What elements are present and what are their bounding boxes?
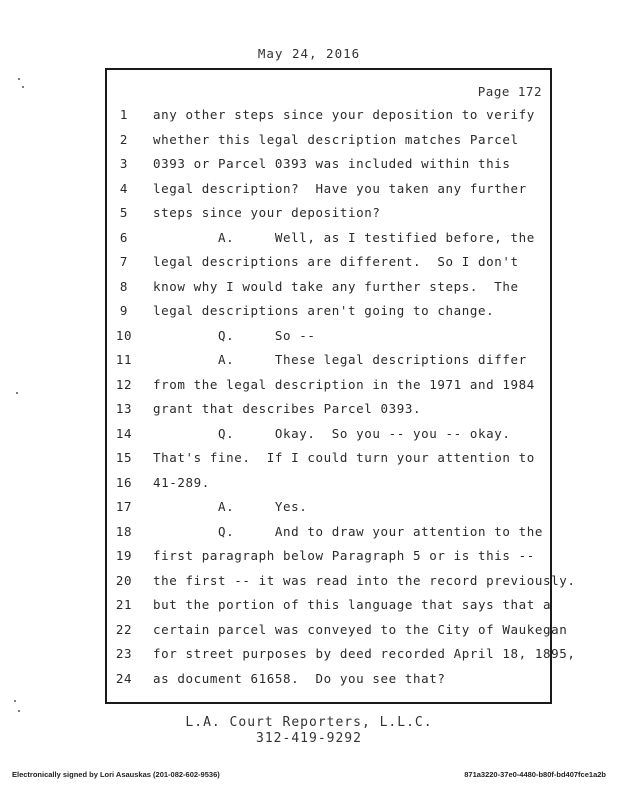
transcript-line <box>107 303 550 323</box>
transcript-line <box>107 328 550 348</box>
scan-speck <box>18 710 20 712</box>
line-text: That's fine. If I could turn your attention to <box>153 450 535 465</box>
line-number: 3 <box>119 156 129 171</box>
line-text: Q. And to draw your attention to the <box>153 523 544 539</box>
line-text: legal descriptions are different. So I don't <box>153 254 519 269</box>
line-text: A. These legal descriptions differ <box>153 352 527 367</box>
line-text: for street purposes by deed recorded April 18, 1895, <box>153 646 576 661</box>
line-number: 6 <box>119 229 129 245</box>
document-hash: 871a3220-37e0-4480-b80f-bd407fce1a2b <box>464 770 606 779</box>
scan-speck <box>22 86 24 88</box>
line-number: 4 <box>119 180 129 196</box>
line-number: 7 <box>119 254 129 269</box>
line-text: A. Well, as I testified before, the <box>153 229 535 245</box>
line-number: 8 <box>119 278 129 294</box>
transcript-line <box>107 646 576 666</box>
line-text: know why I would take any further steps. The <box>153 278 519 294</box>
transcript-line <box>107 548 550 568</box>
line-number: 14 <box>115 425 133 441</box>
page-number: Page 172 <box>477 84 542 99</box>
line-text: Q. So -- <box>153 327 316 343</box>
line-number: 9 <box>119 303 129 318</box>
line-text: grant that describes Parcel 0393. <box>153 401 422 416</box>
reporter-company: L.A. Court Reporters, L.L.C. <box>185 715 433 730</box>
transcript-line <box>107 205 550 225</box>
line-text: Q. Okay. So you -- you -- okay. <box>153 425 511 441</box>
line-number: 23 <box>115 646 133 661</box>
transcript-line <box>107 450 550 470</box>
electronic-signature: Electronically signed by Lori Asauskas (201-082-602-9536) <box>12 770 220 779</box>
scan-speck <box>14 700 16 702</box>
transcript-line <box>107 230 550 250</box>
line-text: the first -- it was read into the record previously. <box>153 572 576 588</box>
line-text: as document 61658. Do you see that? <box>153 670 446 686</box>
line-text: 41-289. <box>153 474 210 490</box>
line-number: 5 <box>119 205 129 220</box>
transcript-line <box>107 132 550 152</box>
scan-speck <box>16 392 18 394</box>
line-text: first paragraph below Paragraph 5 or is this -- <box>153 548 535 563</box>
transcript-line <box>107 181 550 201</box>
transcript-date: May 24, 2016 <box>257 46 361 61</box>
line-number: 18 <box>115 523 133 539</box>
transcript-line <box>107 426 550 446</box>
line-text: any other steps since your deposition to verify <box>153 107 535 122</box>
line-number: 13 <box>115 401 133 416</box>
transcript-line <box>107 107 550 127</box>
reporter-phone: 312-419-9292 <box>256 731 362 746</box>
line-text: 0393 or Parcel 0393 was included within this <box>153 156 511 171</box>
transcript-line <box>107 597 550 617</box>
line-number: 24 <box>115 670 133 686</box>
line-text: certain parcel was conveyed to the City of Waukegan <box>153 621 568 637</box>
line-text: legal descriptions aren't going to change. <box>153 303 495 318</box>
scan-speck <box>18 78 20 80</box>
line-text: from the legal description in the 1971 and 1984 <box>153 376 535 392</box>
transcript-line <box>107 352 550 372</box>
line-text: whether this legal description matches Parcel <box>153 131 519 147</box>
line-number: 16 <box>115 474 133 490</box>
line-number: 15 <box>115 450 133 465</box>
line-number: 11 <box>115 352 133 367</box>
line-number: 12 <box>115 376 133 392</box>
transcript-line <box>107 254 550 274</box>
line-number: 17 <box>115 499 133 514</box>
line-number: 21 <box>115 597 133 612</box>
transcript-line <box>107 621 568 642</box>
line-number: 22 <box>115 621 133 637</box>
transcript-line <box>107 401 550 421</box>
transcript-line <box>107 156 550 176</box>
line-text: steps since your deposition? <box>153 205 381 220</box>
transcript-line <box>107 475 550 495</box>
transcript-line <box>107 671 550 691</box>
transcript-line <box>107 377 550 397</box>
line-text: A. Yes. <box>153 499 308 514</box>
line-number: 2 <box>119 131 129 147</box>
transcript-line <box>107 499 550 519</box>
line-number: 19 <box>115 548 133 563</box>
line-text: legal description? Have you taken any further <box>153 180 527 196</box>
transcript-line <box>107 279 550 299</box>
transcript-line <box>107 572 576 593</box>
line-number: 20 <box>115 572 133 588</box>
line-number: 1 <box>119 107 129 122</box>
transcript-line <box>107 524 550 544</box>
line-text: but the portion of this language that says that a <box>153 597 552 612</box>
transcript-page-frame <box>105 68 576 704</box>
line-number: 10 <box>115 327 133 343</box>
